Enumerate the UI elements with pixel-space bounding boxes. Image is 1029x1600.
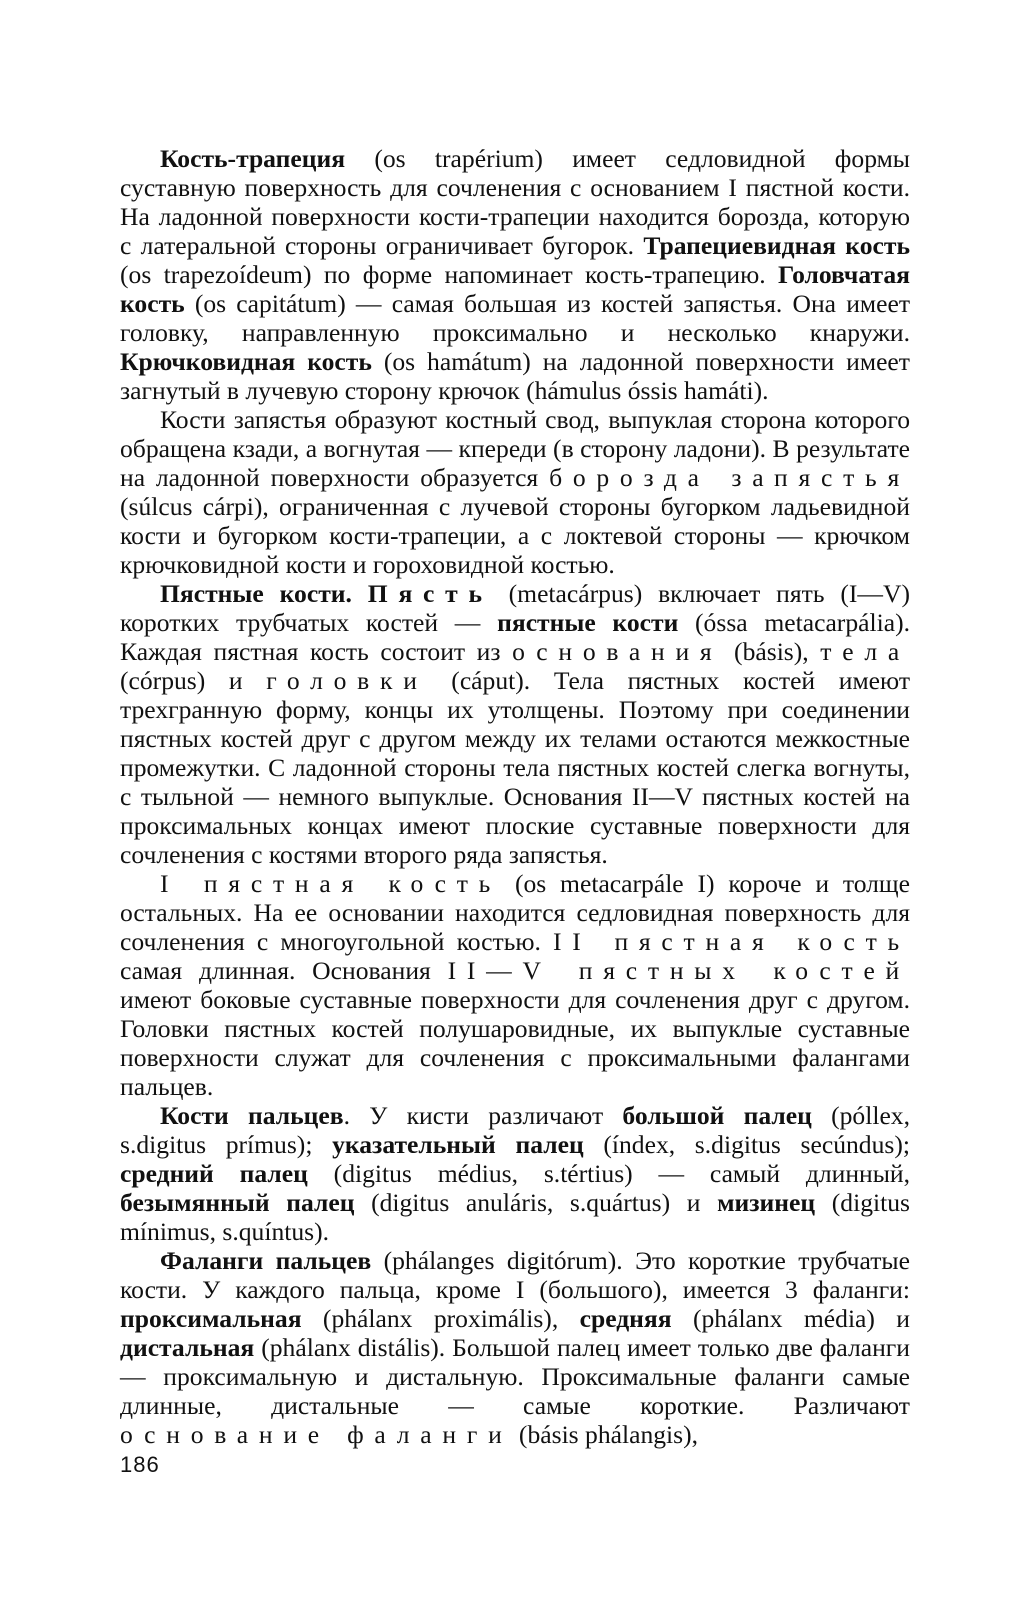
styled-text-run: Кости пальцев <box>160 1101 344 1130</box>
styled-text-run: Крючковидная кость <box>120 347 372 376</box>
styled-text-run: тела <box>820 637 910 666</box>
text-run: (metacárpus) включает пять (I—V) коротких трубчатых костей — <box>120 579 910 637</box>
styled-text-run: Пясть <box>367 579 493 608</box>
text-run: (os hamátum) на ладонной поверхности имеет загнутый в лучевую сторону крючок (hámulus óssis hamáti). <box>120 347 910 405</box>
text-run: (básis phálangis), <box>512 1420 699 1449</box>
paragraph-carpal-bones <box>120 144 910 405</box>
text-run: Кости запястья образуют костный свод, выпуклая сторона которого обращена кзади, а вогнутая — кпереди (в сторону ладони). В результате на ладонной поверхности образуется <box>120 405 910 492</box>
styled-text-run: II—V пястных костей <box>447 956 910 985</box>
text-run: (póllex, s.digitus prímus); <box>120 1101 910 1159</box>
text-run: (índex, s.digitus secúndus); <box>583 1130 910 1159</box>
text-run: (phálanges digitórum). Это короткие трубчатые кости. У каждого пальца, кроме I (большого), имеется 3 фаланги: <box>120 1246 910 1304</box>
text-run: (digitus médius, s.tértius) — самый длинный, <box>307 1159 911 1188</box>
text-run: . У кисти различают <box>343 1101 623 1130</box>
text-run: (os trapérium) имеет седловидной формы суставную поверхность для сочленения с основанием I пястной кости. На ладонной поверхности кости-трапеции находится борозда, которую с латеральной стороны ограничивает бугорок. <box>120 144 910 260</box>
styled-text-run: II пястная кость <box>553 927 910 956</box>
text-run: (phálanx proximális), <box>301 1304 580 1333</box>
text-run: (básis), <box>722 637 821 666</box>
paragraph-finger-bones <box>120 1101 910 1246</box>
paragraph-phalanges <box>120 1246 910 1449</box>
styled-text-run: головки <box>266 666 428 695</box>
styled-text-run: проксимальная <box>120 1304 302 1333</box>
paragraph-first-metacarpal <box>120 869 910 1101</box>
styled-text-run: I пястная кость <box>160 869 502 898</box>
text-run: (os capitátum) — самая большая из костей запястья. Она имеет головку, направленную проксимально и несколько кнаружи. <box>120 289 910 347</box>
styled-text-run: дистальная <box>120 1333 255 1362</box>
styled-text-run: основание фаланги <box>120 1420 513 1449</box>
styled-text-run: мизинец <box>717 1188 816 1217</box>
paragraph-carpal-groove <box>120 405 910 579</box>
styled-text-run: Трапециевидная кость <box>643 231 910 260</box>
styled-text-run: Головчатая кость <box>120 260 910 318</box>
text-run: самая длинная. Основания <box>120 956 448 985</box>
text-run: имеют боковые суставные поверхности для сочленения друг с другом. Головки пястных костей полушаровидные, их выпуклые суставные поверхности служат для сочленения с проксимальными фалангами пальцев. <box>120 985 910 1101</box>
styled-text-run: большой палец <box>622 1101 812 1130</box>
paragraph-metacarpal-bones <box>120 579 910 869</box>
styled-text-run: указательный палец <box>332 1130 584 1159</box>
text-run: (phálanx distális). Большой палец имеет только две фаланги — проксимальную и дистальную. Проксимальные фаланги самые длинные, дистальные — самые короткие. Различают <box>120 1333 910 1420</box>
styled-text-run: средняя <box>579 1304 672 1333</box>
text-run <box>352 579 368 608</box>
page-number: 186 <box>120 1452 160 1477</box>
text-run: (os metacarpále I) короче и толще остальных. На ее основании находится седловидная поверхность для сочленения с многоугольной костью. <box>120 869 910 956</box>
styled-text-run: основания <box>512 637 723 666</box>
text-run: (digitus anuláris, s.quártus) и <box>354 1188 718 1217</box>
body-text <box>120 144 910 1449</box>
text-run: (digitus mínimus, s.quíntus). <box>120 1188 910 1246</box>
styled-text-run: борозда запястья <box>549 463 910 492</box>
styled-text-run: Фаланги пальцев <box>160 1246 372 1275</box>
text-run: (córpus) и <box>120 666 267 695</box>
text-run: (óssa metacarpália). Каждая пястная кость состоит из <box>120 608 910 666</box>
styled-text-run: безымянный палец <box>120 1188 355 1217</box>
text-run: (súlcus cárpi), ограниченная с лучевой стороны бугорком ладьевидной кости и бугорком кости-трапеции, а с локтевой стороны — крючком крючковидной кости и гороховидной костью. <box>120 492 910 579</box>
text-run: (phálanx média) и <box>671 1304 910 1333</box>
styled-text-run: Пястные кости. <box>160 579 352 608</box>
styled-text-run: пястные кости <box>497 608 679 637</box>
text-run: (cáput). Тела пястных костей имеют трехгранную форму, концы их утолщены. Поэтому при соединении пястных костей друг с другом между их телами остаются межкостные промежутки. С ладонной стороны тела пястных костей слегка вогнуты, с тыльной — немного выпуклые. Основания II—V пястных костей на проксимальных концах имеют плоские суставные поверхности для сочленения с костями второго ряда запястья. <box>120 666 910 869</box>
text-run: (os trapezoídeum) по форме напоминает кость-трапецию. <box>120 260 779 289</box>
styled-text-run: Кость-трапеция <box>160 144 346 173</box>
styled-text-run: средний палец <box>120 1159 308 1188</box>
